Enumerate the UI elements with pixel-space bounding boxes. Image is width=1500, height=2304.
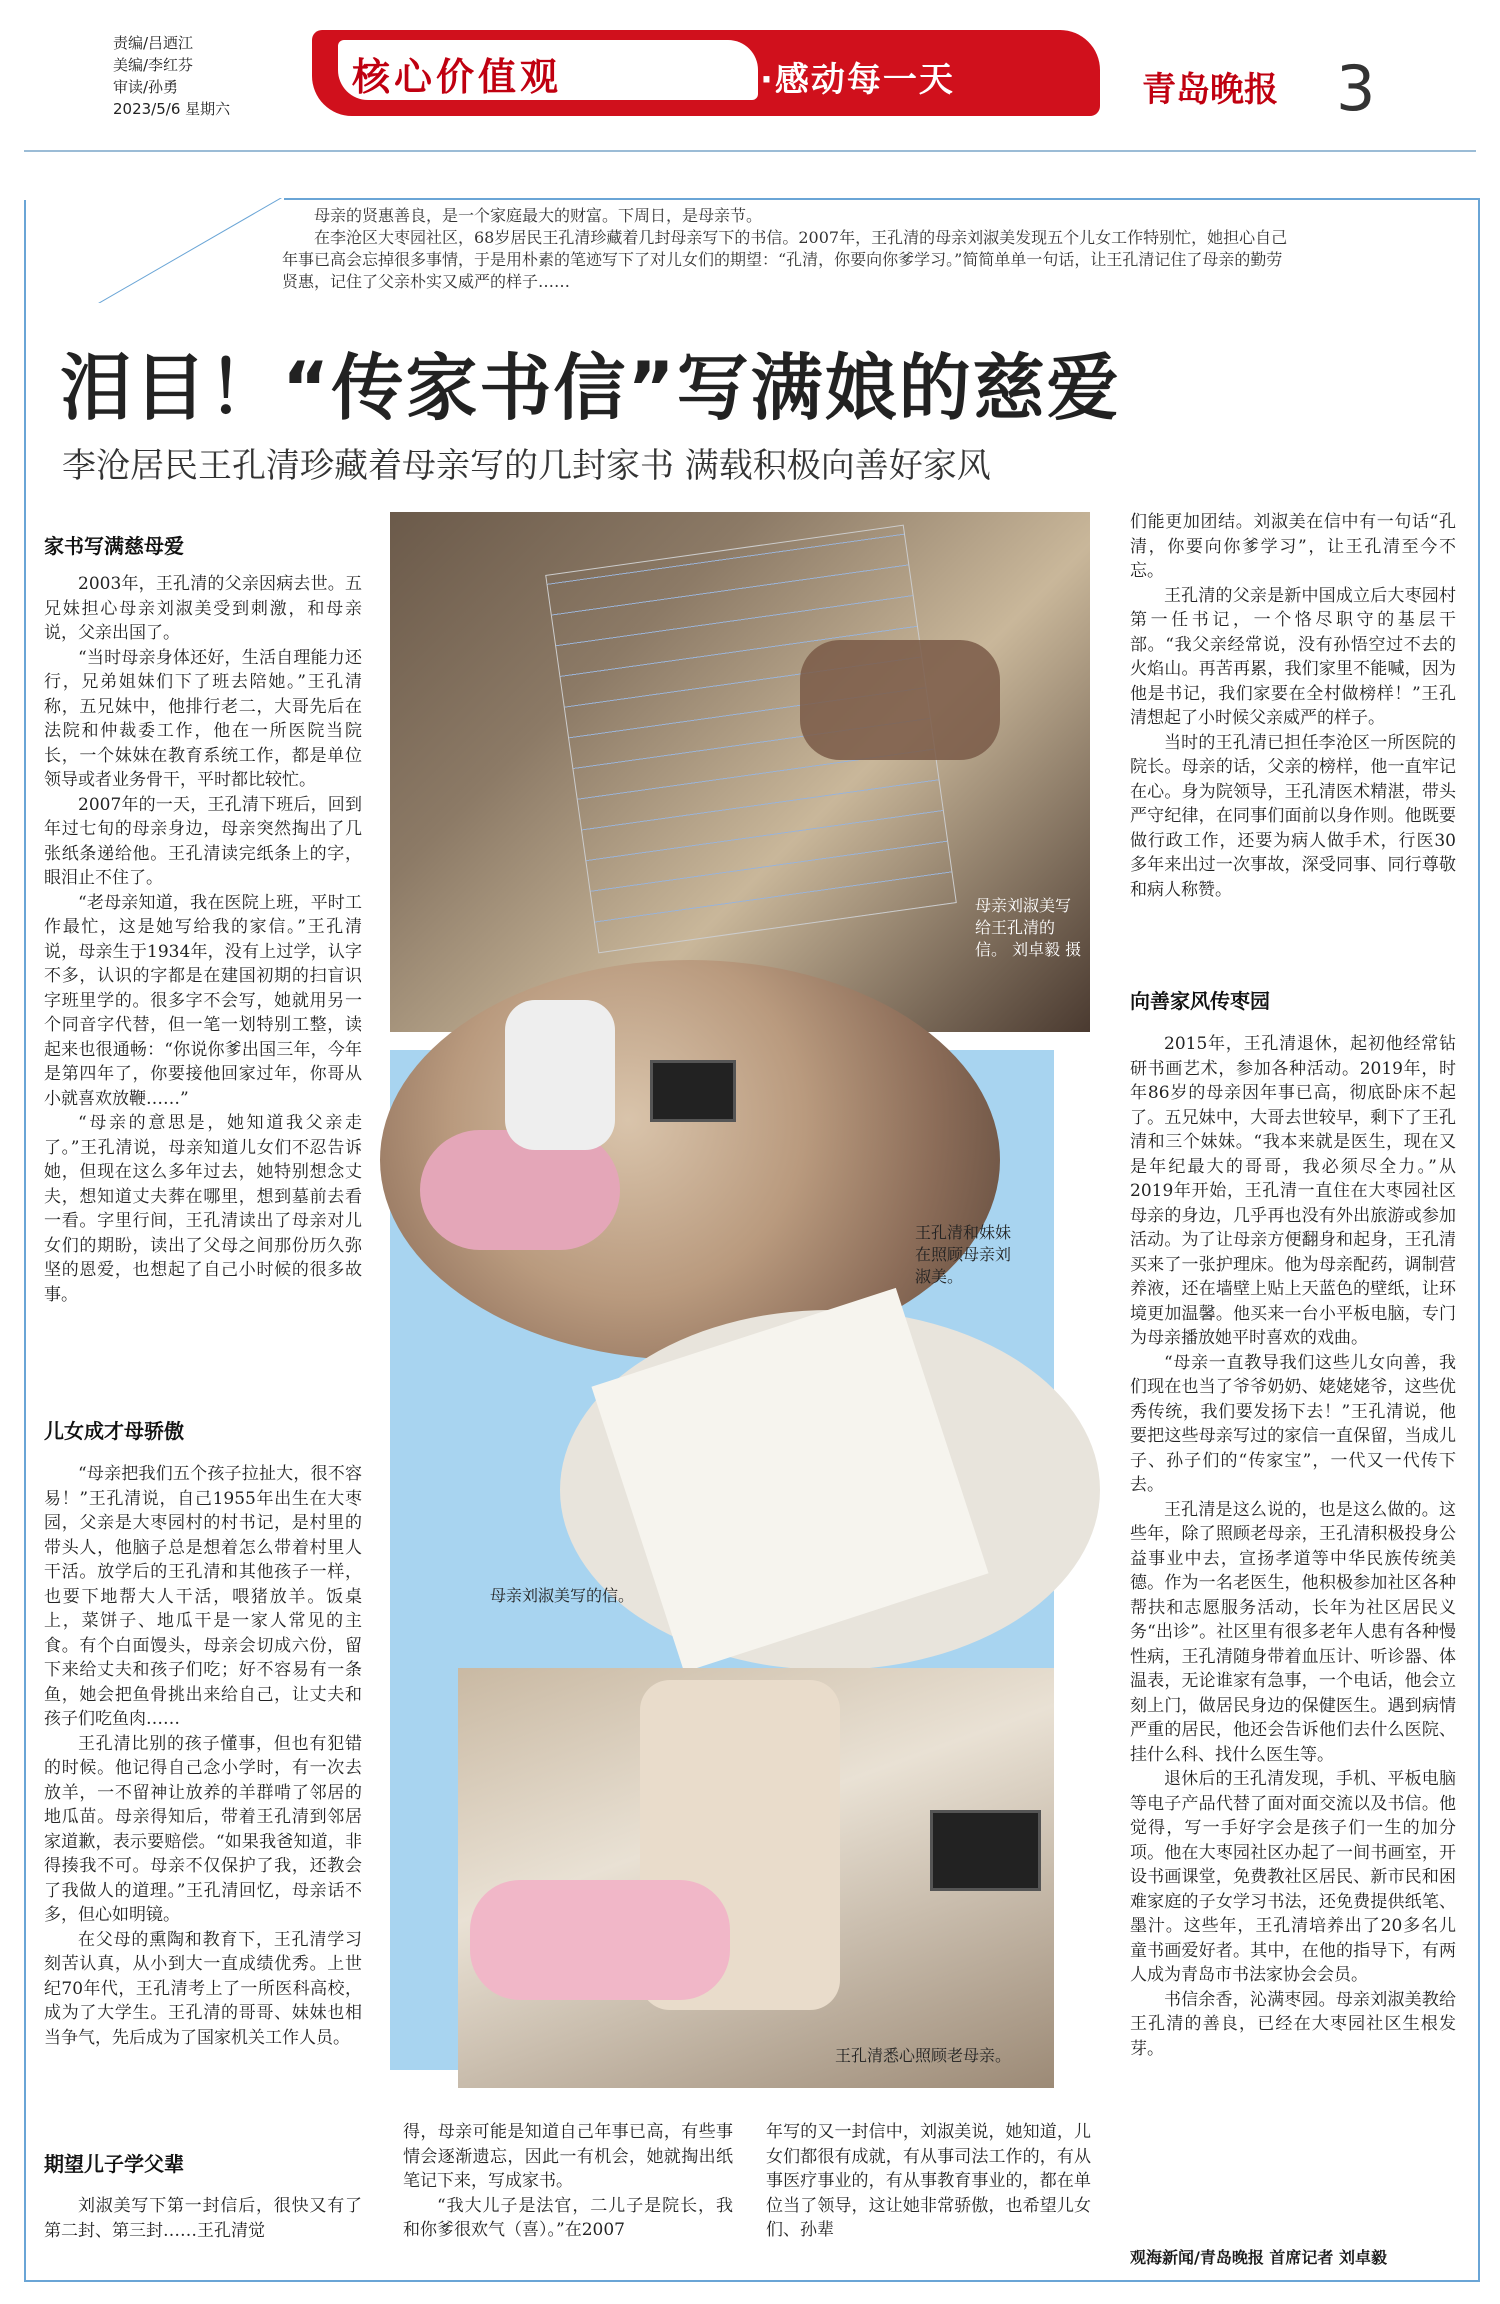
paragraph: 年写的又一封信中，刘淑美说，她知道，儿女们都很有成就，有从事司法工作的，有从事医疗事业的，有从事教育事业的，都在单位当了领导，这让她非常骄傲，也希望儿女们、孙辈 (766, 2122, 1091, 2240)
paragraph: 王孔清比别的孩子懂事，但也有犯错的时候。他记得自己念小学时，有一次去放羊，一不留神让放养的羊群啃了邻居的地瓜苗。母亲得知后，带着王孔清到邻居家道歉，表示要赔偿。“如果我爸知道，非得揍我不可。母亲不仅保护了我，还教会了我做人的道理。”王孔清回忆，母亲话不多，但心如明镜。 (44, 1733, 362, 1925)
column-1-text-2 (44, 1462, 362, 2050)
tablet-image (650, 1060, 736, 1122)
column-4-text-2 (1130, 1032, 1456, 2061)
photo-caption: 母亲刘淑美写的信。 (490, 1586, 635, 1605)
paragraph: 2015年，王孔清退休，起初他经常钻研书画艺术，参加各种活动。2019年，时年86岁的母亲因年事已高，彻底卧床不起了。五兄妹中，大哥去世较早，剩下了王孔清和三个妹妹。“我本来就是医生，现在又是年纪最大的哥哥，我必须尽全力。”从2019年开始，王孔清一直住在大枣园社区母亲的身边，几乎再也没有外出旅游或参加活动。为了让母亲方便翻身和起身，王孔清买来了一张护理床。他为母亲配药，调制营养液，还在墙壁上贴上天蓝色的壁纸，让环境更加温馨。他买来一台小平板电脑，专门为母亲播放她平时喜欢的戏曲。 (1130, 1034, 1456, 1348)
paragraph: “我大儿子是法官，二儿子是院长，我和你爹很欢气（喜）。”在2007 (403, 2195, 733, 2240)
column-2-text (403, 2120, 733, 2243)
header-divider (24, 150, 1476, 152)
column-1-text-3 (44, 2194, 362, 2243)
column-4-text (1130, 510, 1456, 902)
pink-blanket-image (470, 1880, 730, 2000)
subheadline: 李沧居民王孔清珍藏着母亲写的几封家书 满载积极向善好家风 (62, 446, 991, 486)
paragraph: 们能更加团结。刘淑美在信中有一句话“孔清，你要向你爹学习”，让王孔清至今不忘。 (1130, 512, 1456, 581)
paragraph: 王孔清的父亲是新中国成立后大枣园村第一任书记，一个恪尽职守的基层干部。“我父亲经常说，没有孙悟空过不去的火焰山。再苦再累，我们家里不能喊，因为他是书记，我们家要在全村做榜样！”王孔清想起了小时候父亲威严的样子。 (1130, 585, 1456, 728)
lead-line: 在李沧区大枣园社区，68岁居民王孔清珍藏着几封母亲写下的书信。2007年，王孔清的母亲刘淑美发现五个儿女工作特别忙，她担心自己年事已高会忘掉很多事情，于是用朴素的笔迹写下了对儿女们的期望：“孔清，你要向你爹学习。”简简单单一句话，让王孔清记住了母亲的勤劳贤惠，记住了父亲朴实又威严的样子…… (282, 228, 1288, 291)
person-image (505, 1000, 615, 1150)
banner-dot: · (760, 60, 775, 100)
paragraph: 当时的王孔清已担任李沧区一所医院的院长。母亲的话，父亲的榜样，他一直牢记在心。身为院领导，王孔清医术精湛，带头严守纪律，在同事们面前以身作则。他既要做行政工作，还要为病人做手术，行医30多年来出过一次事故，深受同事、同行尊敬和病人称赞。 (1130, 732, 1456, 900)
credit-line: 美编/李红芬 (113, 56, 194, 74)
newspaper-name: 青岛晚报 (1142, 70, 1278, 110)
paragraph: 在父母的熏陶和教育下，王孔清学习刻苦认真，从小到大一直成绩优秀。上世纪70年代，王孔清考上了一所医科高校，成为了大学生。王孔清的哥哥、妹妹也相当争气，先后成为了国家机关工作人员。 (44, 1929, 362, 2048)
paragraph: “当时母亲身体还好，生活自理能力还行，兄弟姐妹们下了班去陪她。”王孔清称，五兄妹中，他排行老二，大哥先后在法院和仲裁委工作，他在一所医院当院长，一个妹妹在教育系统工作，都是单位领导或者业务骨干，平时都比较忙。 (44, 647, 362, 790)
editor-credits (113, 32, 230, 120)
banner-subtitle-text: 感动每一天 (774, 60, 955, 100)
paragraph: 得，母亲可能是知道自己年事已高，有些事情会逐渐遗忘，因此一有机会，她就掏出纸笔记下来，写成家书。 (403, 2122, 733, 2191)
paragraph: “母亲把我们五个孩子拉扯大，很不容易！”王孔清说，自己1955年出生在大枣园，父亲是大枣园村的村书记，是村里的带头人，他脑子总是想着怎么带着村里人干活。放学后的王孔清和其他孩子一样，也要下地帮大人干活，喂猪放羊。饭桌上，菜饼子、地瓜干是一家人常见的主食。有个白面馒头，母亲会切成六份，留下来给丈夫和孩子们吃；好不容易有一条鱼，她会把鱼骨挑出来给自己，让丈夫和孩子们吃鱼肉…… (44, 1464, 362, 1729)
column-1-text (44, 572, 362, 1307)
lead-line: 母亲的贤惠善良，是一个家庭最大的财富。下周日，是母亲节。 (314, 206, 763, 225)
paragraph: 书信余香，沁满枣园。母亲刘淑美教给王孔清的善良，已经在大枣园社区生根发芽。 (1130, 1989, 1456, 2059)
column-3-text (766, 2120, 1091, 2243)
paragraph: “母亲一直教导我们这些儿女向善，我们现在也当了爷爷奶奶、姥姥姥爷，这些优秀传统，我们要发扬下去！”王孔清说，他要把这些母亲写过的家信一直保留，当成儿子、孙子们的“传家宝”，一代又一代传下去。 (1130, 1352, 1456, 1495)
paragraph: 刘淑美写下第一封信后，很快又有了第二封、第三封……王孔清觉 (44, 2196, 362, 2241)
credit-line: 责编/吕迺江 (113, 34, 194, 52)
section-title: 儿女成才母骄傲 (44, 1419, 184, 1443)
banner-subtitle (760, 52, 955, 101)
frame-gap (24, 198, 284, 200)
paragraph: “母亲的意思是，她知道我父亲走了。”王孔清说，母亲知道儿女们不忍告诉她，但现在这么多年过去，她特别想念丈夫，想知道丈夫葬在哪里，想到墓前去看一看。字里行间，王孔清读出了母亲对儿女们的期盼，读出了父母之间那份历久弥坚的恩爱，也想起了自己小时候的很多故事。 (44, 1113, 362, 1305)
photo-caption: 母亲刘淑美写给王孔清的信。 刘卓毅 摄 (975, 896, 1082, 959)
section-title: 家书写满慈母爱 (44, 534, 184, 558)
paragraph: 王孔清是这么说的，也是这么做的。这些年，除了照顾老母亲，王孔清积极投身公益事业中去，宣扬孝道等中华民族传统美德。作为一名老医生，他积极参加社区各种帮扶和志愿服务活动，长年为社区居民义务“出诊”。社区里有很多老年人患有各种慢性病，王孔清随身带着血压计、听诊器、体温表，无论谁家有急事，一个电话，他会立刻上门，做居民身边的保健医生。遇到病情严重的居民，他还会告诉他们去什么医院、挂什么科、找什么医生等。 (1130, 1499, 1456, 1765)
photo-caption: 王孔清悉心照顾老母亲。 (835, 2046, 1012, 2065)
paragraph: 2003年，王孔清的父亲因病去世。五兄妹担心母亲刘淑美受到刺激，和母亲说，父亲出国了。 (44, 574, 362, 643)
lead-paragraph (282, 205, 1292, 293)
paragraph: 2007年的一天，王孔清下班后，回到年过七旬的母亲身边，母亲突然掏出了几张纸条递给他。王孔清读完纸条上的字，眼泪止不住了。 (44, 794, 362, 888)
hand-image (800, 640, 1000, 760)
photo-caption: 王孔清和妹妹在照顾母亲刘淑美。 (915, 1223, 1012, 1286)
section-title: 向善家风传枣园 (1130, 989, 1270, 1013)
credit-line: 审读/孙勇 (113, 78, 179, 96)
section-title: 期望儿子学父辈 (44, 2152, 184, 2176)
paragraph: “老母亲知道，我在医院上班，平时工作最忙，这是她写给我的家信。”王孔清说，母亲生于1934年，没有上过学，认字不多，认识的字都是在建国初期的扫盲识字班里学的。很多字不会写，她就用另一个同音字代替，但一笔一划特别工整，读起来也很通畅：“你说你爹出国三年，今年是第四年了，你要接他回家过年，你哥从小就喜欢放鞭……” (44, 892, 362, 1109)
byline: 观海新闻/青岛晚报 首席记者 刘卓毅 (1130, 2248, 1387, 2267)
banner-title: 核心价值观 (352, 54, 563, 99)
paragraph: 退休后的王孔清发现，手机、平板电脑等电子产品代替了面对面交流以及书信。他觉得，写一手好字会是孩子们一生的加分项。他在大枣园社区办起了一间书画室，开设书画课堂，免费教社区居民、新市民和困难家庭的子女学习书法，还免费提供纸笔、墨汁。这些年，王孔清培养出了20多名儿童书画爱好者。其中，在他的指导下，有两人成为青岛市书法家协会会员。 (1130, 1769, 1456, 1985)
tablet-image (930, 1810, 1041, 1891)
issue-date: 2023/5/6 星期六 (113, 100, 231, 118)
headline: 泪目！“传家书信”写满娘的慈爱 (60, 346, 1121, 430)
page-number: 3 (1336, 52, 1376, 125)
